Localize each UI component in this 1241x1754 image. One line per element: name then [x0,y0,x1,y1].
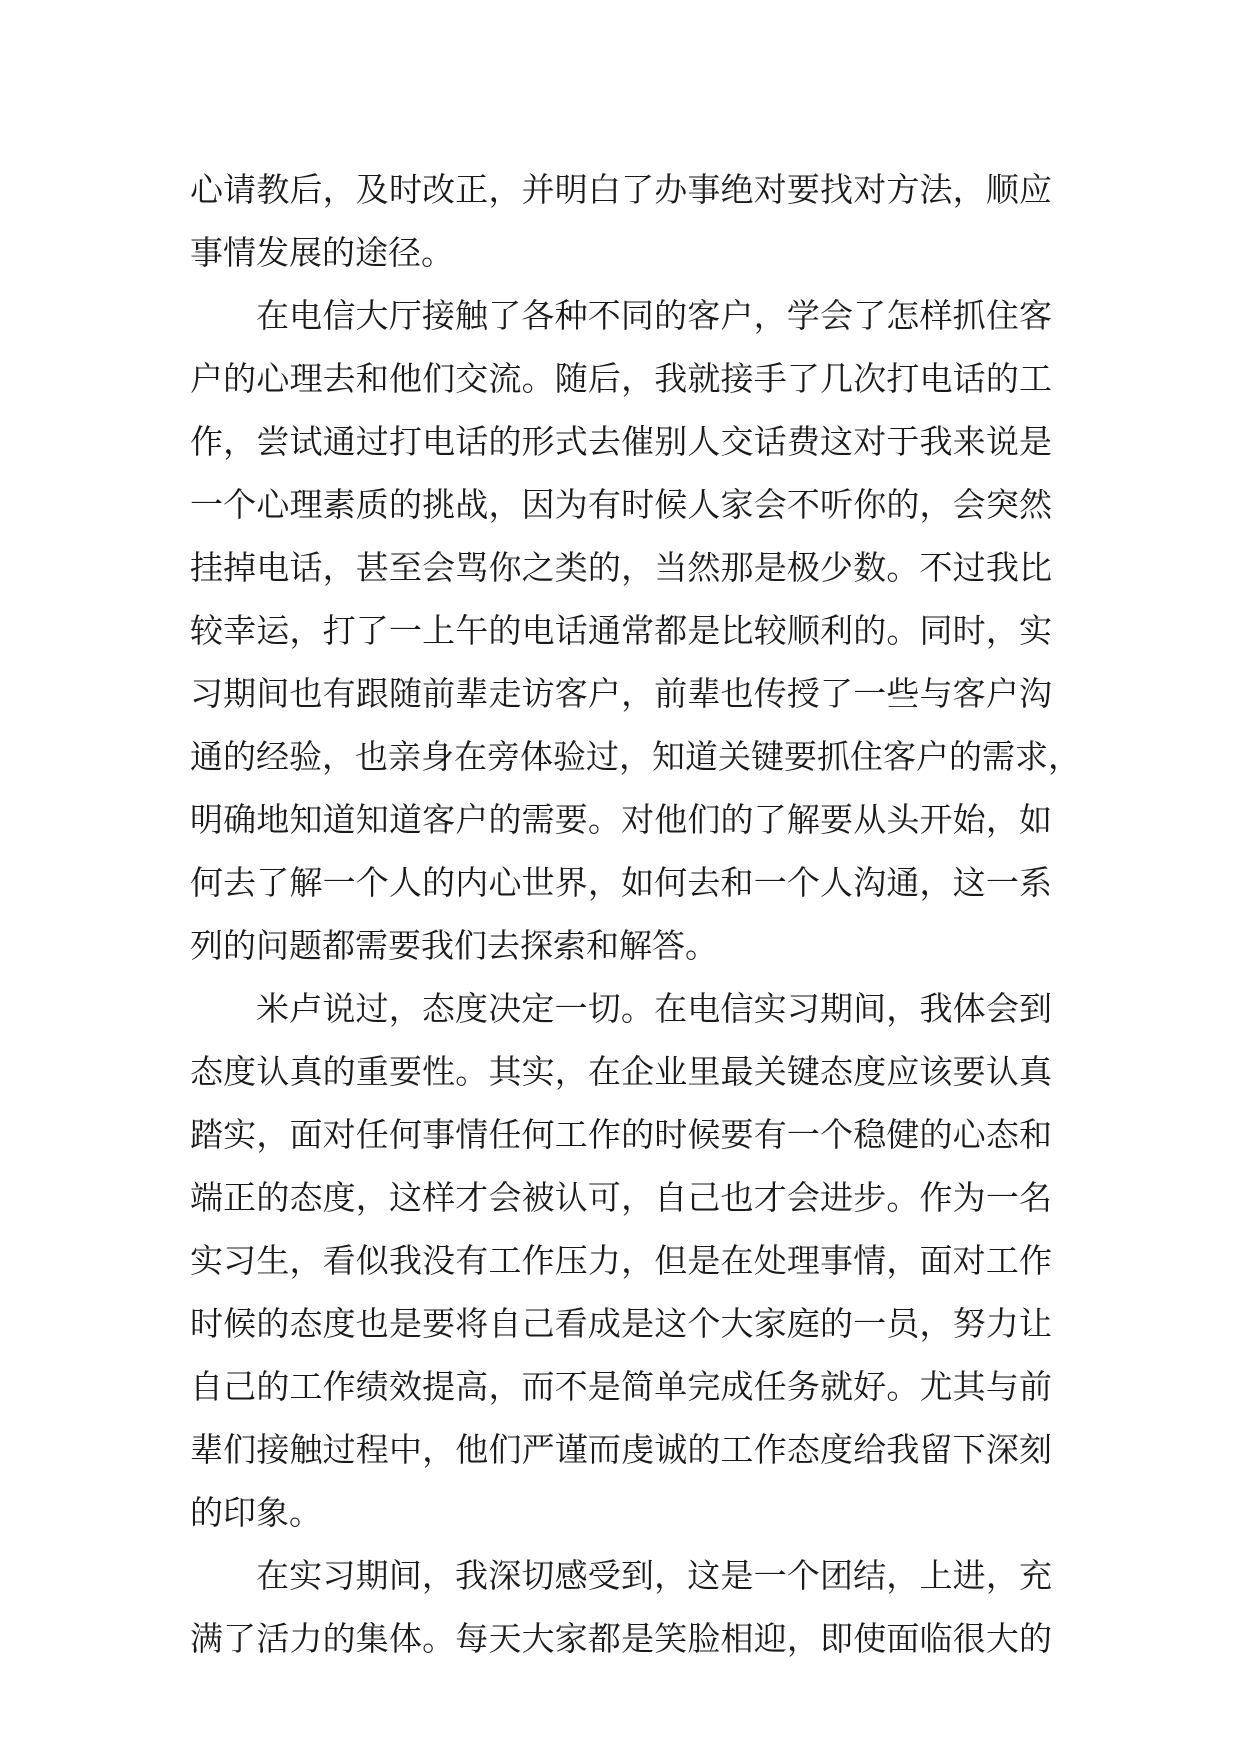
text-line: 通的经验，也亲身在旁体验过，知道关键要抓住客户的需求， [190,737,1081,776]
text-line: 态度认真的重要性。其实，在企业里最关键态度应该要认真 [190,1052,1052,1091]
text-line: 作，尝试通过打电话的形式去催别人交话费这对于我来说是 [190,422,1052,461]
text-line: 列的问题都需要我们去探索和解答。 [190,926,718,965]
text-line: 挂掉电话，甚至会骂你之类的，当然那是极少数。不过我比 [190,548,1052,587]
text-line: 满了活力的集体。每天大家都是笑脸相迎，即使面临很大的 [190,1619,1052,1658]
text-line: 一个心理素质的挑战，因为有时候人家会不听你的，会突然 [190,485,1052,524]
text-line: 米卢说过，态度决定一切。在电信实习期间，我体会到 [256,989,1052,1028]
paragraph [190,158,1052,284]
paragraph [190,1544,1052,1670]
text-line: 端正的态度，这样才会被认可，自己也才会进步。作为一名 [190,1178,1052,1217]
text-line: 事情发展的途径。 [190,233,454,272]
text-line: 习期间也有跟随前辈走访客户，前辈也传授了一些与客户沟 [190,674,1052,713]
text-line: 在电信大厅接触了各种不同的客户，学会了怎样抓住客 [256,296,1052,335]
text-line: 在实习期间，我深切感受到，这是一个团结，上进，充 [256,1556,1052,1595]
text-line: 的印象。 [190,1493,322,1532]
text-line: 实习生，看似我没有工作压力，但是在处理事情，面对工作 [190,1241,1052,1280]
text-line: 踏实，面对任何事情任何工作的时候要有一个稳健的心态和 [190,1115,1052,1154]
paragraph [190,284,1081,977]
text-line: 心请教后，及时改正，并明白了办事绝对要找对方法，顺应 [190,170,1052,209]
text-line: 自己的工作绩效提高，而不是简单完成任务就好。尤其与前 [190,1367,1052,1406]
text-line: 时候的态度也是要将自己看成是这个大家庭的一员，努力让 [190,1304,1052,1343]
text-line: 辈们接触过程中，他们严谨而虔诚的工作态度给我留下深刻 [190,1430,1052,1469]
text-line: 较幸运，打了一上午的电话通常都是比较顺利的。同时，实 [190,611,1052,650]
text-line: 何去了解一个人的内心世界，如何去和一个人沟通，这一系 [190,863,1052,902]
paragraph [190,977,1052,1544]
body-text [190,158,1081,1670]
text-line: 户的心理去和他们交流。随后，我就接手了几次打电话的工 [190,359,1052,398]
text-line: 明确地知道知道客户的需要。对他们的了解要从头开始，如 [190,800,1052,839]
